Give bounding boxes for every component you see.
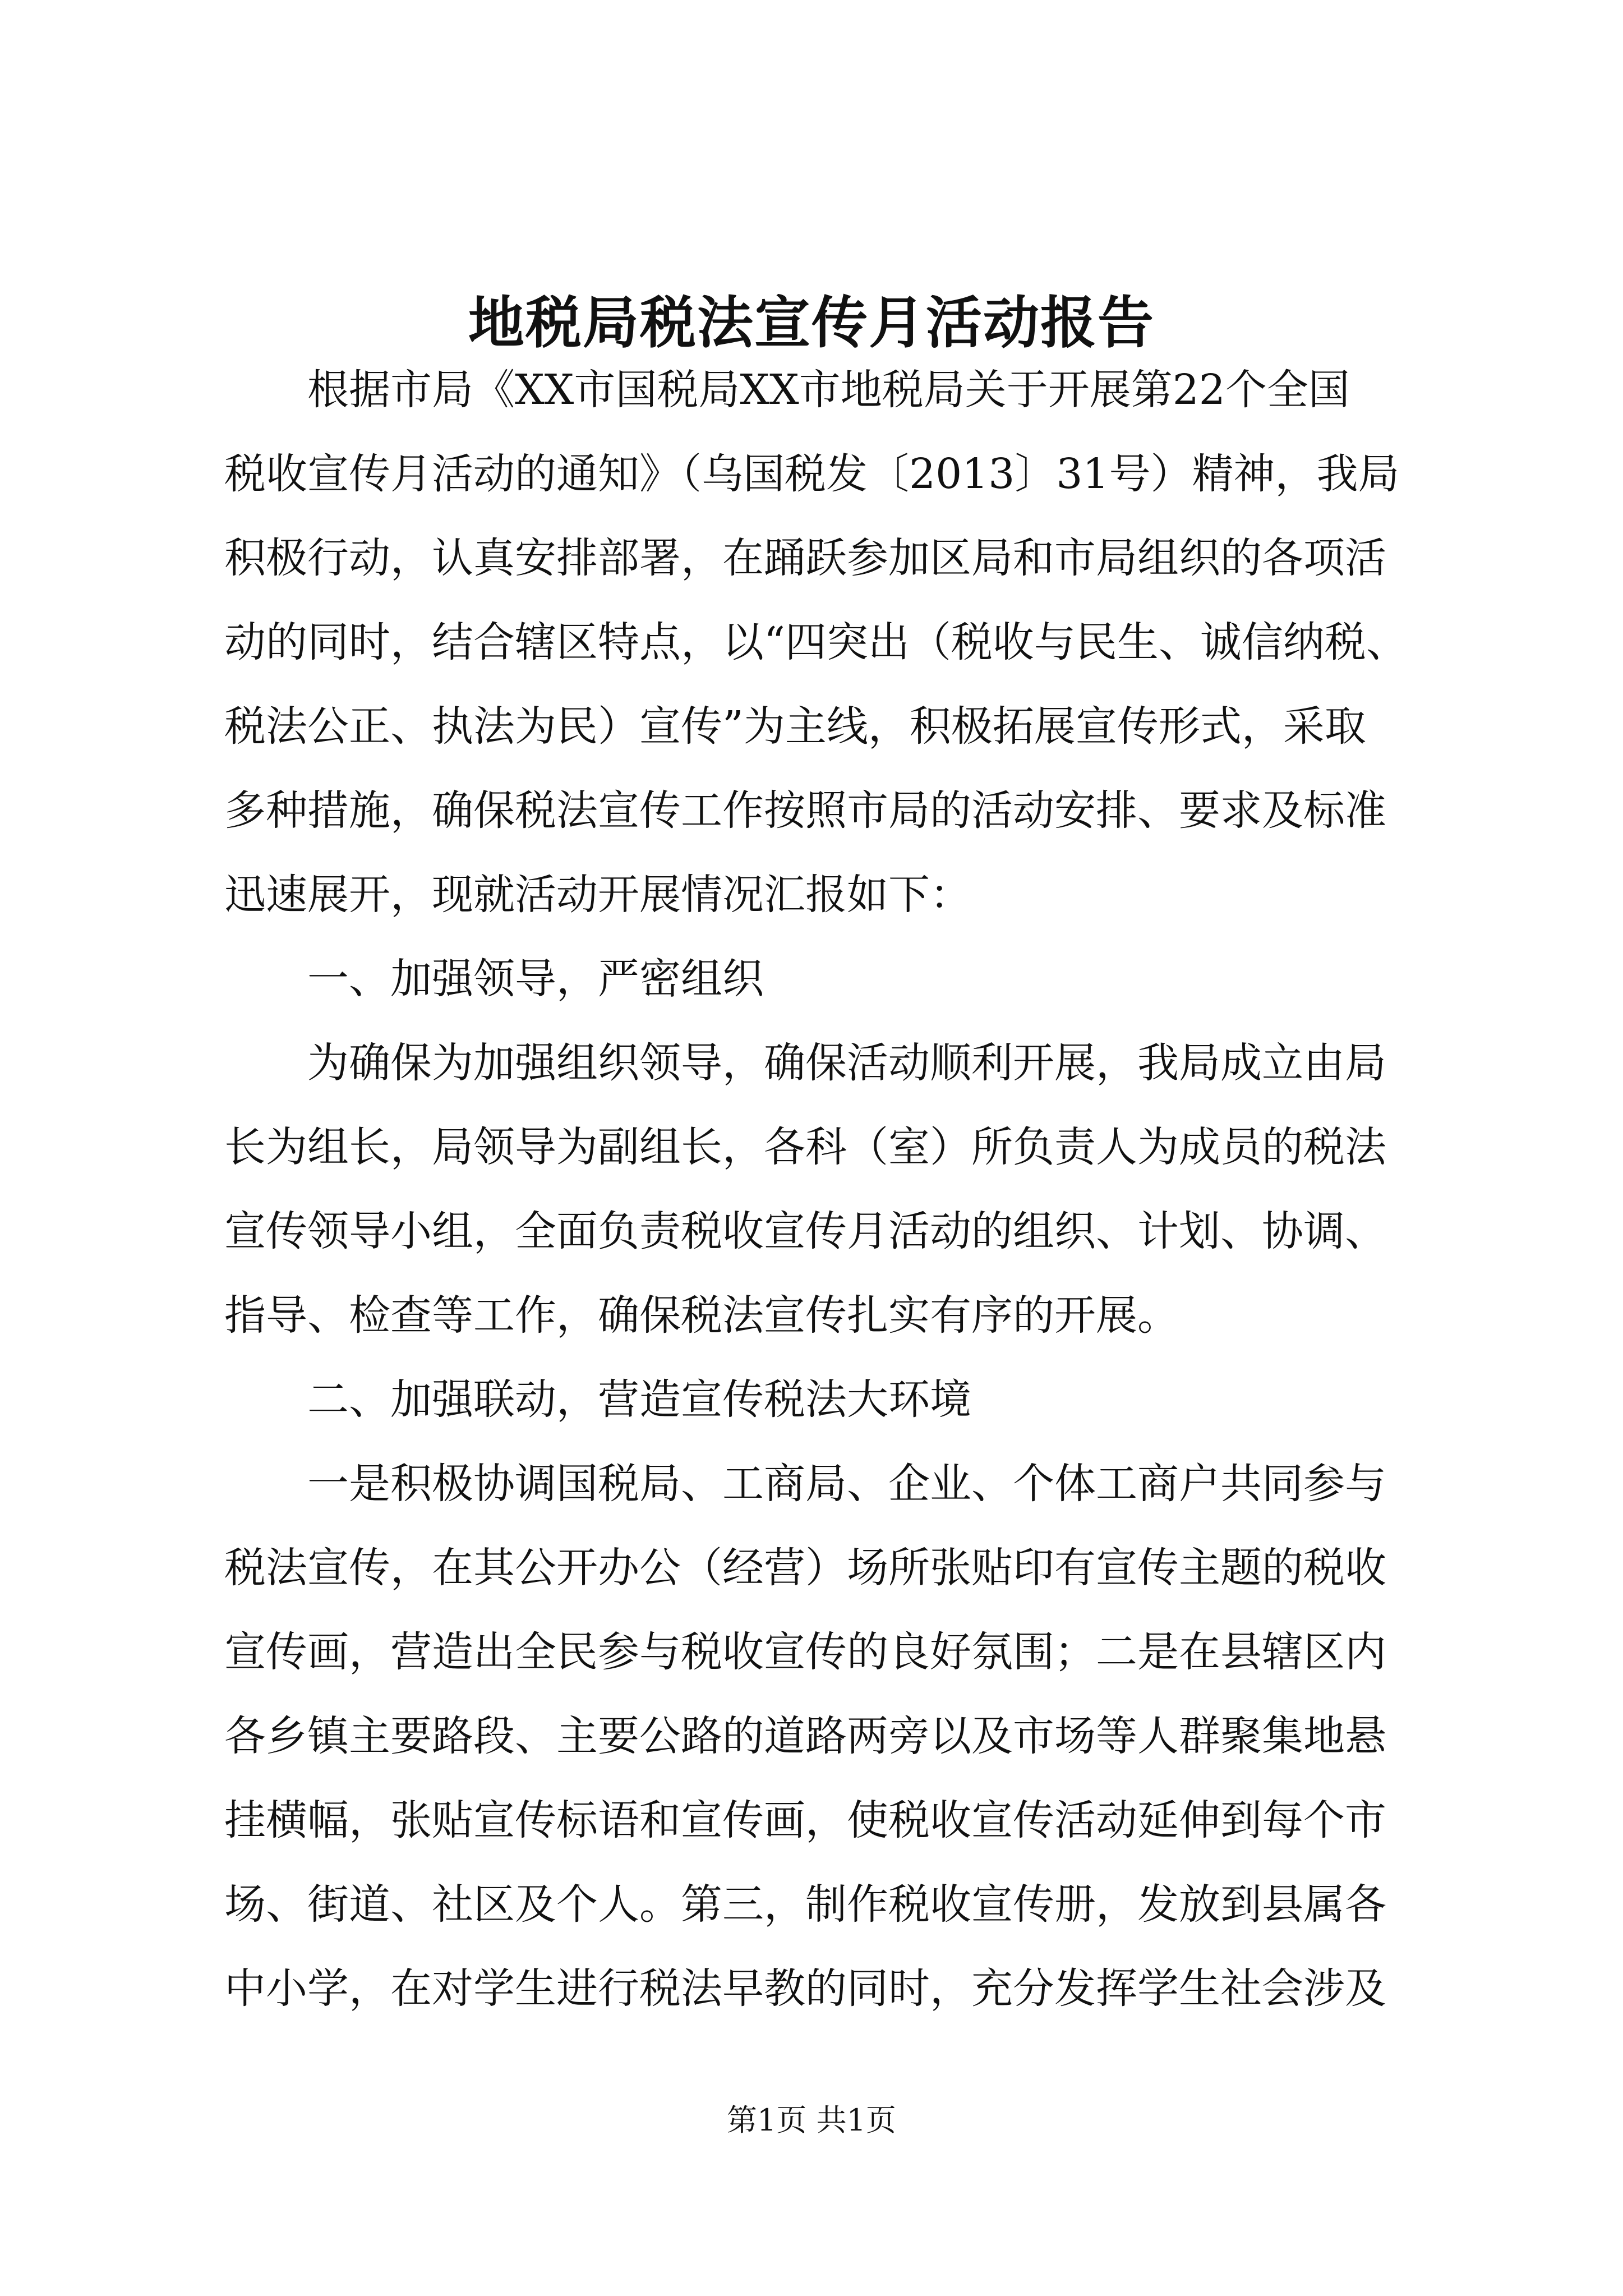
body-line: 挂横幅，张贴宣传标语和宣传画，使税收宣传活动延伸到每个市 xyxy=(224,1796,1386,1844)
body-line: 多种措施，确保税法宣传工作按照市局的活动安排、要求及标准 xyxy=(224,786,1386,835)
body-line: 积极行动，认真安排部署，在踊跃参加区局和市局组织的各项活 xyxy=(224,534,1386,582)
body-line: 税法公正、执法为民）宣传”为主线，积极拓展宣传形式，采取 xyxy=(224,702,1366,751)
section-heading: 一、加强领导，严密组织 xyxy=(224,955,764,1003)
body-line: 税法宣传，在其公开办公（经营）场所张贴印有宣传主题的税收 xyxy=(224,1544,1386,1592)
body-line: 宣传画，营造出全民参与税收宣传的良好氛围；二是在县辖区内 xyxy=(224,1628,1386,1676)
body-line: 根据市局《XX市国税局XX市地税局关于开展第22个全国 xyxy=(224,366,1350,414)
body-line: 长为组长，局领导为副组长，各科（室）所负责人为成员的税法 xyxy=(224,1123,1386,1171)
body-line: 中小学，在对学生进行税法早教的同时，充分发挥学生社会涉及 xyxy=(224,1964,1386,2013)
body-line: 场、街道、社区及个人。第三，制作税收宣传册，发放到县属各 xyxy=(224,1880,1386,1929)
page-number: 第1页 共1页 xyxy=(727,2102,896,2138)
body-line: 为确保为加强组织领导，确保活动顺利开展，我局成立由局 xyxy=(224,1039,1386,1087)
page-footer xyxy=(0,2098,1623,2143)
body-line: 指导、检查等工作，确保税法宣传扎实有序的开展。 xyxy=(224,1291,1179,1340)
body-line: 税收宣传月活动的通知》（乌国税发〔2013〕31号）精神，我局 xyxy=(224,450,1400,498)
document-body xyxy=(224,348,1430,2031)
document-title: 地税局税法宣传月活动报告 xyxy=(468,289,1155,356)
body-line: 各乡镇主要路段、主要公路的道路两旁以及市场等人群聚集地悬 xyxy=(224,1712,1386,1760)
body-line: 一是积极协调国税局、工商局、企业、个体工商户共同参与 xyxy=(224,1460,1386,1508)
body-line: 迅速展开，现就活动开展情况汇报如下： xyxy=(224,871,971,919)
body-line: 动的同时，结合辖区特点，以“四突出（税收与民生、诚信纳税、 xyxy=(224,618,1408,666)
section-heading: 二、加强联动，营造宣传税法大环境 xyxy=(224,1375,971,1424)
body-line: 宣传领导小组，全面负责税收宣传月活动的组织、计划、协调、 xyxy=(224,1207,1386,1255)
